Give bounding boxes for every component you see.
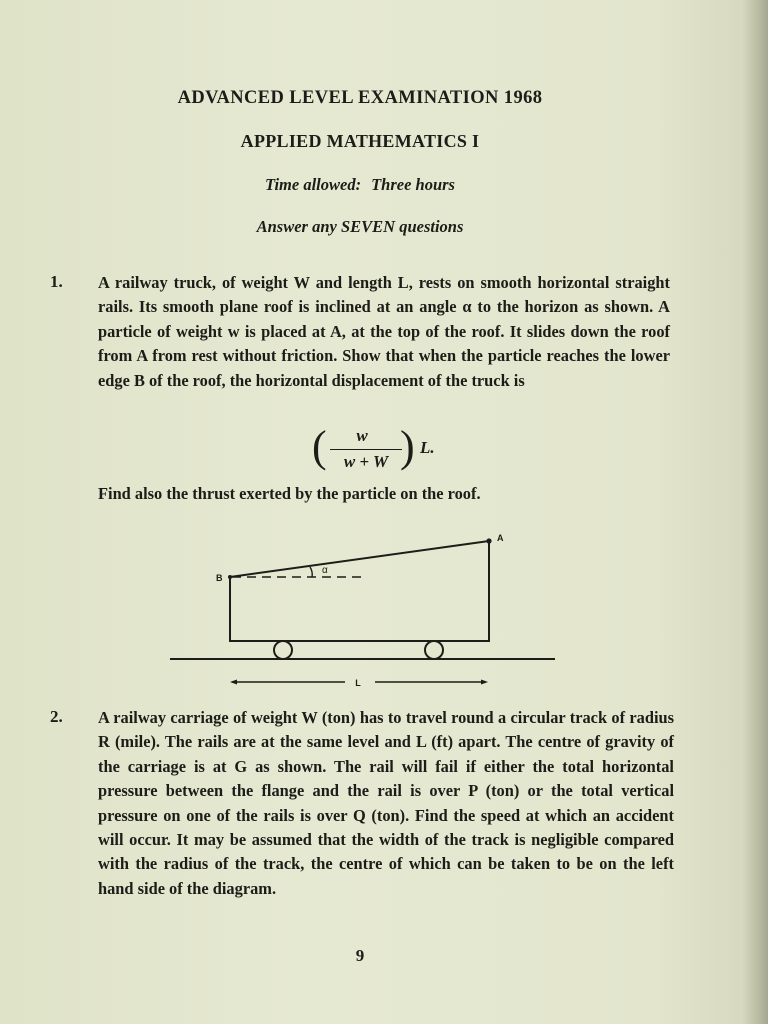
right-wheel [425, 641, 443, 659]
length-arrowhead-right [481, 680, 488, 685]
subject-title: APPLIED MATHEMATICS I [240, 131, 480, 151]
formula-tail: L. [420, 438, 435, 457]
angle-arc [310, 567, 312, 577]
truck-roof [230, 541, 489, 577]
alpha-label: α [322, 565, 328, 576]
time-label: Time allowed: [265, 175, 362, 194]
formula-denominator: w + W [343, 452, 389, 471]
question-text: A railway carriage of weight W (ton) has to travel round a circular track of radius R (mile). The rails are at the same level and L (ft) apart. The centre of gravity of the carriage is at G as shown. The rail will fail if either the total horizontal pressure between the flange and the rail is over P (ton) or the total vertical pressure on one of the rails is over Q (ton). Find the speed at which an accident will occur. It may be assumed that the width of the track is negligible compared with the radius of the track, the centre of which can be taken to be on the left hand side of the diagram. [98, 708, 674, 898]
right-paren: ) [400, 422, 415, 471]
page-edge-shadow [742, 0, 768, 1024]
question-number: 1. [50, 272, 63, 291]
length-arrowhead-left [230, 680, 237, 685]
point-b-marker [228, 575, 232, 579]
point-b-label: B [216, 573, 223, 583]
length-label: L [355, 678, 361, 688]
time-value: Three hours [371, 175, 455, 194]
left-paren: ( [312, 422, 327, 471]
instructions: Answer any SEVEN questions [256, 217, 464, 236]
page-number: 9 [355, 946, 365, 965]
question-text: A railway truck, of weight W and length L, rests on smooth horizontal straight rails. Its smooth plane roof is inclined at an angle α to the horizon as shown. A particle of weight w is placed at A, at the top of the roof. It slides down the roof from A from rest without friction. Show that when the particle reaches the lower edge B of the roof, the horizontal displacement of the truck is [98, 273, 670, 390]
point-a-marker [486, 538, 491, 543]
fraction-bar [330, 449, 402, 450]
truck-body [230, 541, 489, 641]
question-number: 2. [50, 707, 63, 726]
truck-diagram [160, 525, 570, 695]
question-followup: Find also the thrust exerted by the particle on the roof. [98, 484, 481, 503]
formula-numerator: w [356, 426, 368, 445]
exam-title: ADVANCED LEVEL EXAMINATION 1968 [177, 88, 543, 108]
time-allowed [0, 175, 720, 195]
displacement-formula [312, 422, 452, 478]
left-wheel [274, 641, 292, 659]
point-a-label: A [497, 533, 504, 543]
